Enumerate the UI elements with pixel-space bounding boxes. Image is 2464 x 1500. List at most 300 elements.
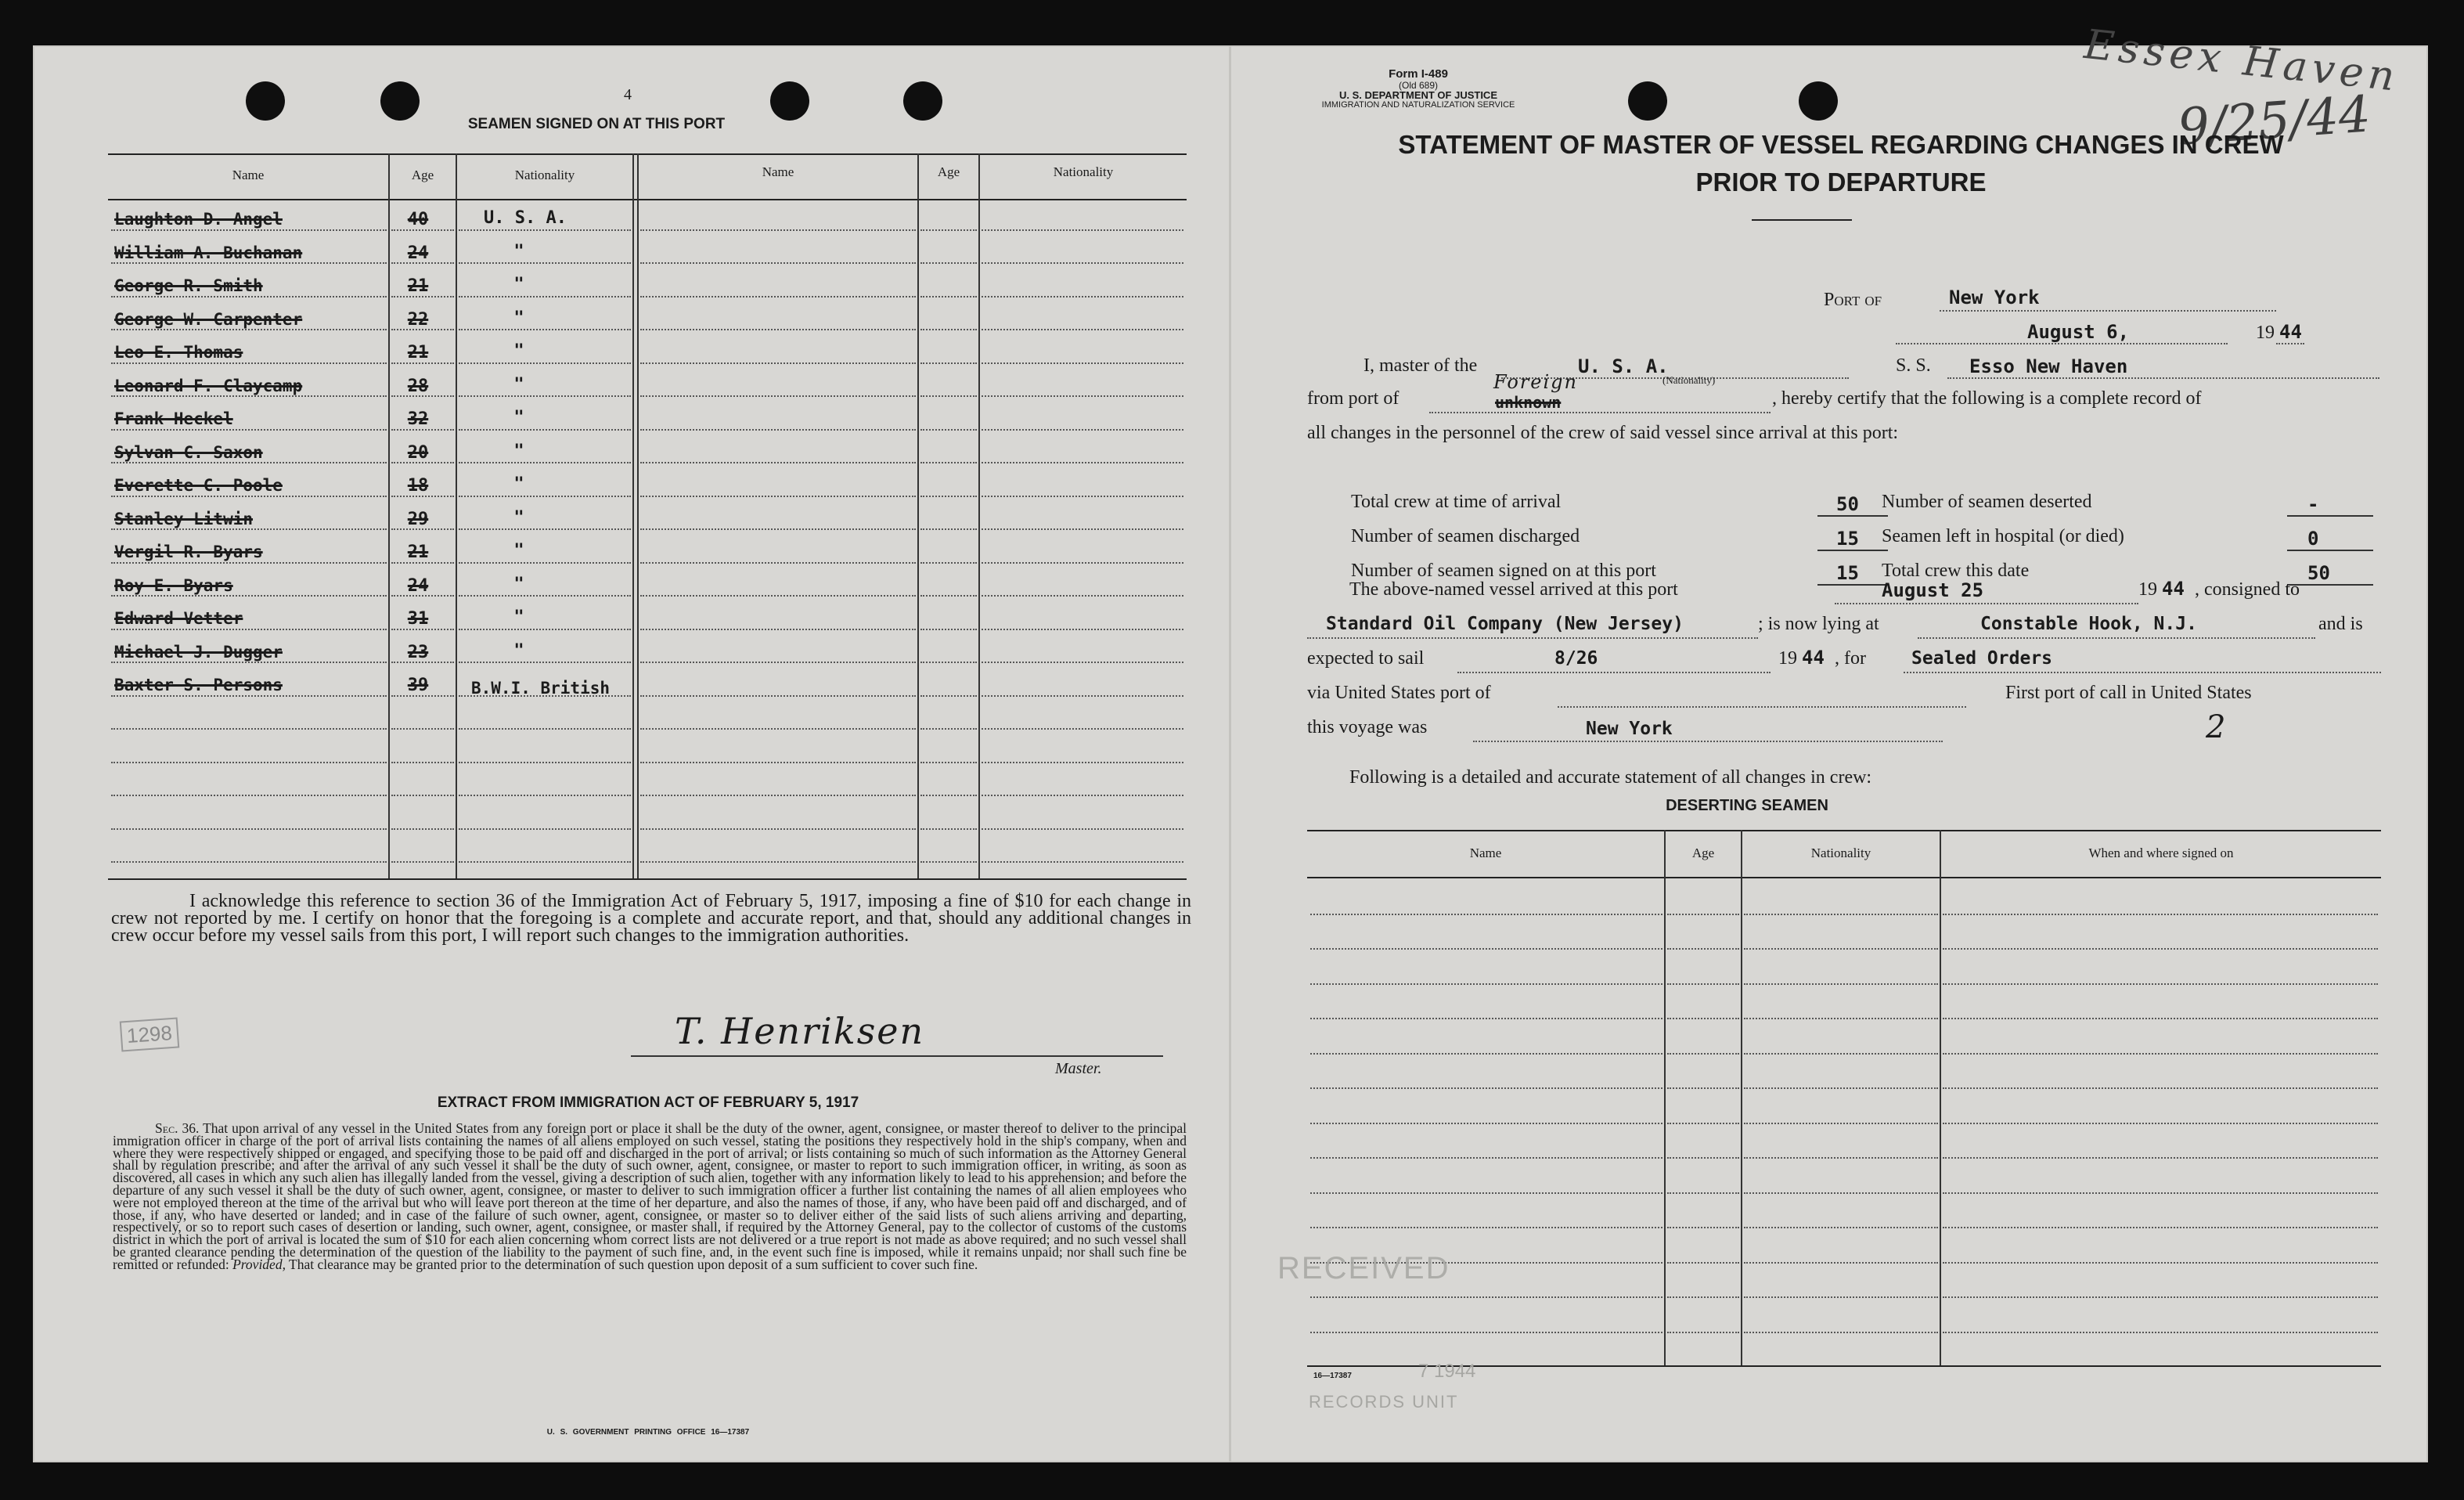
- extract-end: That clearance may be granted prior to the determination of such question upon deposit of a sum sufficient to cover such fine.: [289, 1256, 978, 1272]
- row-rule: [640, 662, 916, 663]
- col-divider: [632, 153, 634, 878]
- document-sheet: [33, 21, 2428, 1462]
- stat-value: 15: [1836, 528, 1859, 550]
- deserting-row-rule: [1744, 1296, 1938, 1298]
- seaman-age: 40: [407, 210, 429, 229]
- year-line: [2276, 343, 2304, 344]
- ss-line: [1947, 377, 2379, 379]
- master-signature: T. Henriksen: [675, 1010, 925, 1052]
- row-rule: [640, 762, 916, 763]
- received-stamp-date: 7 1944: [1418, 1361, 1476, 1382]
- deserting-row-rule: [1744, 1053, 1938, 1055]
- seaman-name: Michael J. Dugger: [114, 642, 283, 662]
- row-rule: [391, 861, 454, 863]
- row-rule: [459, 662, 631, 663]
- row-rule: [111, 462, 387, 463]
- row-rule: [640, 362, 916, 364]
- for-value: Sealed Orders: [1911, 648, 2053, 669]
- deserting-row-rule: [1943, 1192, 2378, 1194]
- seaman-nationality: ": [513, 574, 524, 594]
- seaman-nationality: ": [513, 474, 524, 494]
- port-value: New York: [1949, 287, 2040, 308]
- row-rule: [111, 695, 387, 697]
- deserting-row-rule: [1744, 1262, 1938, 1264]
- row-rule: [982, 528, 1183, 530]
- deserting-row-rule: [1667, 914, 1739, 915]
- row-rule: [459, 329, 631, 330]
- stat-line: [1817, 515, 1888, 517]
- deserting-header-rule: [1307, 877, 2381, 878]
- deserting-header-age: Age: [1691, 846, 1715, 860]
- seaman-name: Leo E. Thomas: [114, 343, 243, 362]
- title-rule: [1752, 219, 1852, 221]
- row-rule: [920, 562, 977, 564]
- row-rule: [459, 728, 631, 730]
- ss-value: Esso New Haven: [1969, 355, 2128, 377]
- row-rule: [920, 329, 977, 330]
- row-rule: [982, 795, 1183, 796]
- deserting-col-divider: [1940, 830, 1941, 1365]
- seaman-age: 22: [407, 309, 429, 330]
- row-rule: [982, 395, 1183, 397]
- deserting-row-rule: [1310, 1018, 1662, 1019]
- seaman-age: 21: [407, 343, 429, 362]
- stat-line: [1817, 550, 1888, 551]
- row-rule: [640, 695, 916, 697]
- deserting-header-nationality: Nationality: [1810, 846, 1871, 860]
- voyage-count: 2: [2206, 709, 2226, 745]
- deserting-row-rule: [1943, 1053, 2378, 1055]
- seaman-name: Laughton D. Angel: [114, 210, 283, 229]
- seaman-name: Everette C. Poole: [114, 476, 283, 495]
- year-prefix: 19: [2256, 323, 2275, 343]
- seaman-nationality: U. S. A.: [484, 208, 567, 228]
- row-rule: [982, 262, 1183, 264]
- seaman-name: Leonard F. Claycamp: [114, 376, 303, 395]
- deserting-row-rule: [1943, 1262, 2378, 1264]
- row-rule: [640, 795, 916, 796]
- deserting-row-rule: [1667, 1296, 1739, 1298]
- punch-hole: [770, 81, 809, 121]
- voyage-line: [1473, 741, 1943, 742]
- deserting-row-rule: [1744, 1123, 1938, 1124]
- row-rule: [920, 496, 977, 497]
- header-age: Age: [411, 168, 434, 182]
- seaman-nationality: ": [513, 341, 524, 361]
- deserting-row-rule: [1943, 948, 2378, 950]
- stat-value: 50: [1836, 493, 1859, 515]
- port-line: [1940, 310, 2276, 312]
- row-rule: [920, 828, 977, 830]
- row-rule: [459, 828, 631, 830]
- punch-hole: [246, 81, 285, 121]
- deserting-title: DESERTING SEAMEN: [1666, 797, 1828, 814]
- punch-hole: [380, 81, 420, 121]
- row-rule: [111, 662, 387, 663]
- seaman-nationality: ": [513, 408, 524, 427]
- row-rule: [982, 562, 1183, 564]
- row-rule: [111, 728, 387, 730]
- stat-label: Number of seamen discharged: [1351, 526, 1580, 546]
- for-line: [1904, 672, 2381, 673]
- extract-provided: Provided,: [232, 1256, 286, 1272]
- deserting-row-rule: [1943, 1296, 2378, 1298]
- stat-label: Seamen left in hospital (or died): [1882, 526, 2124, 546]
- col-divider: [456, 153, 457, 878]
- row-rule: [640, 395, 916, 397]
- lying-line: [1918, 637, 2315, 639]
- row-rule: [982, 861, 1183, 863]
- row-rule: [920, 762, 977, 763]
- row-rule: [111, 329, 387, 330]
- deserting-row-rule: [1310, 948, 1662, 950]
- stat-label: Number of seamen deserted: [1882, 492, 2092, 512]
- row-rule: [459, 795, 631, 796]
- seaman-age: 20: [407, 442, 429, 463]
- ss-label: S. S.: [1896, 355, 1931, 376]
- row-rule: [459, 629, 631, 630]
- deserting-row-rule: [1943, 1157, 2378, 1159]
- year-value: 44: [2279, 321, 2302, 343]
- seaman-age: 18: [407, 476, 429, 496]
- stat-label: Total crew this date: [1882, 561, 2030, 581]
- deserting-row-rule: [1667, 1192, 1739, 1194]
- col-divider: [637, 153, 639, 878]
- date-value: August 6,: [2027, 321, 2130, 343]
- page-fold: [1229, 45, 1231, 1462]
- row-rule: [111, 629, 387, 630]
- row-rule: [459, 562, 631, 564]
- deserting-row-rule: [1310, 1332, 1662, 1333]
- row-rule: [982, 662, 1183, 663]
- row-rule: [640, 861, 916, 863]
- section-title: SEAMEN SIGNED ON AT THIS PORT: [467, 116, 726, 132]
- sail-value: 8/26: [1554, 648, 1598, 669]
- row-rule: [111, 429, 387, 431]
- row-rule: [640, 562, 916, 564]
- row-rule: [640, 462, 916, 463]
- row-rule: [920, 462, 977, 463]
- seaman-name: Frank Heckel: [114, 409, 233, 428]
- printer-footer: U. S. GOVERNMENT PRINTING OFFICE 16—17387: [546, 1428, 750, 1437]
- and-is-text: and is: [2318, 614, 2363, 634]
- row-rule: [640, 229, 916, 231]
- seaman-name: George W. Carpenter: [114, 309, 303, 329]
- sail-year-value: 44: [1802, 647, 1825, 669]
- table-top-rule: [108, 153, 1187, 155]
- seaman-nationality: ": [513, 308, 524, 328]
- seaman-nationality: ": [513, 275, 524, 294]
- row-rule: [982, 462, 1183, 463]
- seaman-age: 29: [407, 509, 429, 529]
- form-footer: 16—17387: [1313, 1372, 1352, 1380]
- deserting-row-rule: [1943, 1087, 2378, 1089]
- deserting-row-rule: [1744, 1087, 1938, 1089]
- stat-value: 50: [2307, 562, 2330, 584]
- seaman-nationality: ": [513, 541, 524, 561]
- arrived-year-value: 44: [2162, 578, 2185, 600]
- seaman-name: William A. Buchanan: [114, 243, 303, 262]
- received-stamp: RECEIVED: [1277, 1251, 1450, 1285]
- deserting-row-rule: [1667, 1262, 1739, 1264]
- deserting-top-rule: [1307, 830, 2381, 831]
- deserting-row-rule: [1667, 1018, 1739, 1019]
- row-rule: [391, 828, 454, 830]
- row-rule: [111, 861, 387, 863]
- deserting-row-rule: [1667, 1123, 1739, 1124]
- deserting-row-rule: [1667, 948, 1739, 950]
- row-rule: [111, 496, 387, 497]
- deserting-row-rule: [1667, 1332, 1739, 1333]
- form-old: (Old 689): [1398, 80, 1439, 91]
- deserting-row-rule: [1744, 1192, 1938, 1194]
- seaman-age: 31: [407, 609, 429, 629]
- deserting-row-rule: [1310, 1053, 1662, 1055]
- row-rule: [982, 429, 1183, 431]
- arrived-year-prefix: 19: [2138, 579, 2157, 600]
- row-rule: [459, 429, 631, 431]
- row-rule: [920, 861, 977, 863]
- row-rule: [459, 496, 631, 497]
- row-rule: [111, 795, 387, 796]
- via-text: via United States port of: [1307, 683, 1491, 703]
- row-rule: [982, 296, 1183, 297]
- date-line: [1896, 343, 2228, 344]
- row-rule: [640, 429, 916, 431]
- signature-line: [631, 1055, 1163, 1057]
- row-rule: [920, 728, 977, 730]
- deserting-header-signed-on: When and where signed on: [2088, 846, 2234, 860]
- stat-value: -: [2307, 493, 2319, 515]
- stat-value: 15: [1836, 562, 1859, 584]
- deserting-row-rule: [1744, 1227, 1938, 1228]
- seaman-age: 24: [407, 575, 429, 596]
- department: U. S. DEPARTMENT OF JUSTICE: [1339, 89, 1497, 101]
- row-rule: [920, 229, 977, 231]
- row-rule: [459, 362, 631, 364]
- service: IMMIGRATION AND NATURALIZATION SERVICE: [1321, 100, 1515, 110]
- row-rule: [920, 595, 977, 597]
- deserting-row-rule: [1744, 1332, 1938, 1333]
- seaman-name: Sylvan C. Saxon: [114, 442, 263, 462]
- row-rule: [920, 395, 977, 397]
- deserting-row-rule: [1667, 1157, 1739, 1159]
- row-rule: [111, 595, 387, 597]
- deserting-row-rule: [1310, 1087, 1662, 1089]
- header-age: Age: [937, 164, 960, 179]
- deserting-row-rule: [1943, 1227, 2378, 1228]
- seaman-nationality: ": [513, 640, 524, 661]
- row-rule: [459, 762, 631, 763]
- col-divider: [978, 153, 980, 878]
- form-title-line2: PRIOR TO DEPARTURE: [1695, 168, 1987, 197]
- row-rule: [920, 662, 977, 663]
- row-rule: [111, 762, 387, 763]
- row-rule: [920, 296, 977, 297]
- row-rule: [111, 528, 387, 530]
- consignee-line: [1307, 637, 1758, 639]
- row-rule: [459, 395, 631, 397]
- punch-hole: [903, 81, 942, 121]
- row-rule: [391, 728, 454, 730]
- seaman-name: Vergil R. Byars: [114, 543, 263, 561]
- seaman-age: 21: [407, 276, 429, 296]
- seaman-name: Baxter S. Persons: [114, 676, 283, 694]
- from-port-line: [1429, 412, 1771, 413]
- deserting-row-rule: [1943, 983, 2378, 985]
- row-rule: [640, 329, 916, 330]
- acknowledgment-text: I acknowledge this reference to section 36 of the Immigration Act of February 5, 1917, imposing a fine of $10 for each change in crew not reported by me. I certify on honor that the foregoing is a complete and accurate report, and that, should any additional changes in crew occur before my vessel sails from this port, I will report such changes to the immigration authorities.: [111, 891, 1191, 946]
- extract-body: [113, 1120, 1187, 1272]
- deserting-col-divider: [1741, 830, 1742, 1365]
- row-rule: [920, 429, 977, 431]
- header-name: Name: [232, 168, 265, 182]
- row-rule: [920, 629, 977, 630]
- row-rule: [982, 828, 1183, 830]
- seaman-nationality: ": [513, 241, 524, 261]
- lying-value: Constable Hook, N.J.: [1980, 614, 2197, 634]
- seaman-nationality: ": [513, 507, 524, 528]
- row-rule: [640, 528, 916, 530]
- col-divider: [917, 153, 919, 878]
- arrived-line: [1835, 603, 2138, 604]
- deserting-row-rule: [1667, 1053, 1739, 1055]
- row-rule: [640, 595, 916, 597]
- row-rule: [111, 229, 387, 231]
- row-rule: [459, 262, 631, 264]
- row-rule: [982, 229, 1183, 231]
- row-rule: [920, 362, 977, 364]
- seaman-age: 39: [407, 676, 429, 695]
- row-rule: [982, 762, 1183, 763]
- deserting-header-name: Name: [1469, 846, 1502, 860]
- seaman-age: 28: [407, 376, 429, 396]
- row-rule: [640, 629, 916, 630]
- first-port-text: First port of call in United States: [2005, 683, 2252, 703]
- via-line: [1558, 706, 1966, 708]
- deserting-row-rule: [1943, 1332, 2378, 1333]
- deserting-row-rule: [1943, 914, 2378, 915]
- nationality-value: U. S. A.: [1578, 355, 1669, 377]
- row-rule: [459, 595, 631, 597]
- deserting-row-rule: [1744, 983, 1938, 985]
- deserting-col-divider: [1664, 830, 1666, 1365]
- deserting-row-rule: [1744, 948, 1938, 950]
- row-rule: [982, 362, 1183, 364]
- consignee-value: Standard Oil Company (New Jersey): [1326, 614, 1684, 634]
- deserting-row-rule: [1310, 1227, 1662, 1228]
- row-rule: [982, 728, 1183, 730]
- row-rule: [459, 229, 631, 231]
- row-rule: [459, 528, 631, 530]
- deserting-row-rule: [1667, 1087, 1739, 1089]
- signature-label: Master.: [1055, 1060, 1102, 1077]
- row-rule: [920, 695, 977, 697]
- row-rule: [640, 262, 916, 264]
- seaman-nationality: ": [513, 374, 524, 395]
- handwritten-date: 9/25/44: [2175, 85, 2372, 157]
- seaman-nationality: ": [513, 441, 524, 461]
- row-rule: [459, 296, 631, 297]
- deserting-row-rule: [1310, 983, 1662, 985]
- row-rule: [391, 795, 454, 796]
- stat-label: Number of seamen signed on at this port: [1351, 561, 1656, 581]
- seaman-nationality: B.W.I. British: [471, 679, 611, 698]
- seaman-name: Edward Vetter: [114, 609, 243, 628]
- from-port-value: Foreign: [1493, 371, 1578, 393]
- seaman-age: 23: [407, 642, 429, 662]
- seaman-name: George R. Smith: [114, 276, 263, 295]
- extract-lead: Sec. 36.: [155, 1120, 200, 1136]
- certify-text: , hereby certify that the following is a complete record of: [1772, 388, 2202, 409]
- row-rule: [111, 296, 387, 297]
- master-of-label: I, master of the: [1363, 355, 1478, 376]
- deserting-row-rule: [1310, 1157, 1662, 1159]
- for-text: , for: [1835, 648, 1866, 669]
- row-rule: [459, 861, 631, 863]
- stat-line: [1817, 584, 1888, 586]
- lying-text: ; is now lying at: [1758, 614, 1879, 634]
- deserting-row-rule: [1310, 914, 1662, 915]
- form-title-line1: STATEMENT OF MASTER OF VESSEL REGARDING CHANGES IN CREW: [1398, 130, 2284, 159]
- row-rule: [640, 496, 916, 497]
- port-label: Port of: [1824, 290, 1882, 310]
- row-rule: [111, 362, 387, 364]
- deserting-row-rule: [1744, 1157, 1938, 1159]
- table-header-rule: [108, 199, 1187, 200]
- deserting-row-rule: [1943, 1018, 2378, 1019]
- voyage-text: this voyage was: [1307, 717, 1428, 737]
- header-name: Name: [762, 164, 794, 179]
- row-rule: [111, 262, 387, 264]
- seaman-age: 24: [407, 243, 429, 263]
- stat-value: 0: [2307, 528, 2319, 550]
- row-rule: [920, 262, 977, 264]
- all-changes-text: all changes in the personnel of the crew of said vessel since arrival at this port:: [1307, 423, 1899, 443]
- extract-title: EXTRACT FROM IMMIGRATION ACT OF FEBRUARY 5, 1917: [437, 1094, 859, 1111]
- row-rule: [640, 728, 916, 730]
- seaman-name: Roy E. Byars: [114, 575, 233, 595]
- seaman-name: Stanley Litwin: [114, 509, 254, 528]
- row-rule: [640, 828, 916, 830]
- sail-year-prefix: 19: [1778, 648, 1797, 669]
- seaman-age: 21: [407, 543, 429, 562]
- from-port-label: from port of: [1307, 388, 1400, 409]
- row-rule: [459, 462, 631, 463]
- stat-label: Total crew at time of arrival: [1351, 492, 1562, 512]
- records-unit-stamp: RECORDS UNIT: [1309, 1392, 1459, 1412]
- row-rule: [920, 795, 977, 796]
- row-rule: [111, 395, 387, 397]
- row-rule: [111, 828, 387, 830]
- deserting-row-rule: [1667, 983, 1739, 985]
- following-text: Following is a detailed and accurate statement of all changes in crew:: [1349, 767, 1872, 788]
- row-rule: [982, 496, 1183, 497]
- deserting-row-rule: [1744, 914, 1938, 915]
- deserting-row-rule: [1310, 1296, 1662, 1298]
- ink-stamp-note: 1298: [120, 1017, 179, 1051]
- seaman-age: 32: [407, 409, 429, 429]
- table-bottom-rule: [108, 878, 1187, 880]
- row-rule: [391, 762, 454, 763]
- row-rule: [111, 562, 387, 564]
- row-rule: [982, 629, 1183, 630]
- header-nationality: Nationality: [1053, 164, 1114, 179]
- row-rule: [982, 329, 1183, 330]
- seaman-nationality: ": [513, 608, 524, 627]
- extract-text: That upon arrival of any vessel in the United States from any foreign port or place it shall be the duty of the owner, agent, consignee, or master thereof to deliver to the principal immigration officer in charge of the port of arrival lists containing the names of all aliens employed on such vessel, stating the positions they respectively hold in the ship's company, when and where they were respectively shipped or engaged, and specifying those to be paid off and discharged in the port of arrival; or lists containing so much of such information as the Attorney General shall by regulation prescribe; and after the arrival of any such vessel it shall be the duty of such owner, agent, consignee, or master to report to such immigration officer, in writing, as soon as discovered, all cases in which any such alien has illegally landed from the vessel, giving a description of such alien, together with any information likely to lead to his apprehension; and before the departure of any such vessel it shall be the duty of such owner, agent, consignee, or master to deliver to such immigration officer a further list containing the names of all alien employees who were not employed thereon at the time of the arrival but who will leave port thereon at the time of her departure, and also the names of those, if any, who have been paid off and discharged, and of those, if any, who have deserted or landed; and in case of the failure of such owner, agent, consignee, or master so to deliver either of the said lists of such aliens arriving and departing, respectively, or so to report such cases of desertion or landing, such owner, agent, consignee, or master shall, if required by the Attorney General, pay to the collector of customs of the customs district in which the port of arrival is located the sum of $10 for each alien concerning whom correct lists are not delivered or a true report is not made as above required; and no such vessel shall be granted clearance pending the determination of the question of the liability to the payment of such fine, and, in the event such fine is imposed, while it remains unpaid; nor shall such fine be remitted or refunded:: [113, 1120, 1187, 1272]
- deserting-row-rule: [1744, 1018, 1938, 1019]
